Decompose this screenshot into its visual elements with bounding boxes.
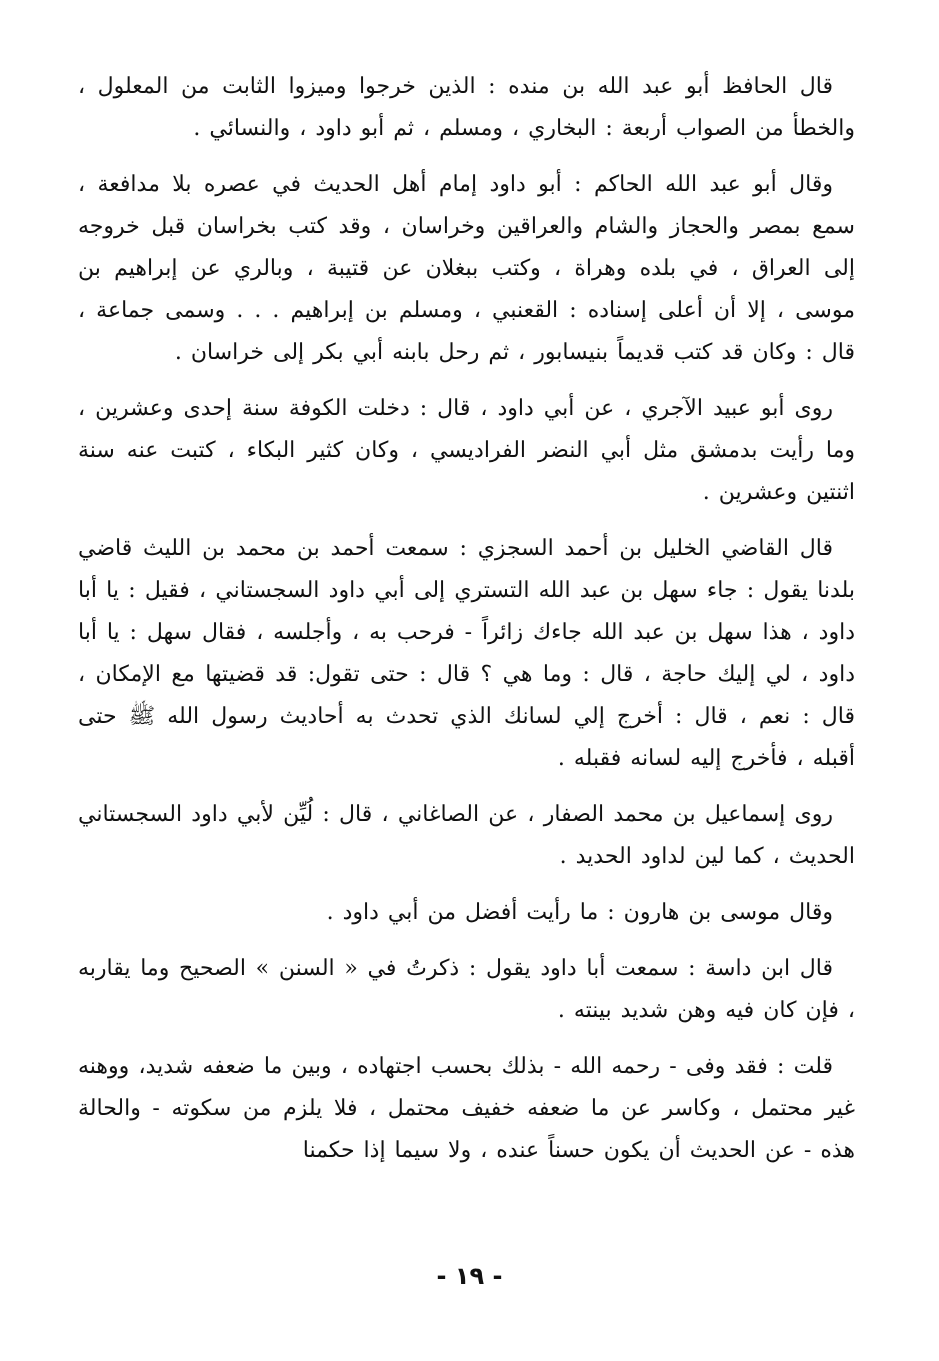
paragraph-ibn-mandah: قال الحافظ أبو عبد الله بن منده : الذين خرجوا وميزوا الثابت من المعلول ، والخطأ من الصواب أربعة : البخاري ، ومسلم ، ثم أبو داود ، والنسائي . [78, 74, 855, 141]
paragraph-al-sijzi: قال القاضي الخليل بن أحمد السجزي : سمعت أحمد بن محمد بن الليث قاضي بلدنا يقول : جاء سهل بن عبد الله التستري إلى أبي داود السجستاني ، فقيل : يا أبا داود ، هذا سهل بن عبد الله جاءك زائراً - فرحب به ، وأجلسه ، فقال سهل : يا أبا داود ، لي إليك حاجة ، قال : وما هي ؟ قال : حتى تقول: قد قضيتها مع الإمكان ، قال : نعم ، قال : أخرج إلي لسانك الذي تحدث به أحاديث رسول الله ﷺ حتى أقبله ، فأخرج إليه لسانه فقبله . [78, 536, 856, 771]
page-number: - ١٩ - [436, 1262, 503, 1290]
paragraph-al-ajurri: روى أبو عبيد الآجري ، عن أبي داود ، قال : دخلت الكوفة سنة إحدى وعشرين ، وما رأيت بدمشق مثل أبي النضر الفراديسي ، وكان كثير البكاء ، كتبت عنه سنة اثنتين وعشرين . [78, 396, 855, 505]
paragraph-commentary: قلت : فقد وفى - رحمه الله - بذلك بحسب اجتهاده ، وبين ما ضعفه شديد، ووهنه غير محتمل ، وكاسر عن ما ضعفه خفيف محتمل ، فلا يلزم من سكوته - والحالة هذه - عن الحديث أن يكون حسناً عنده ، ولا سيما إذا حكمنا [78, 1054, 855, 1163]
paragraph-al-saffar: روى إسماعيل بن محمد الصفار ، عن الصاغاني ، قال : لُيِّن لأبي داود السجستاني الحديث ، كما لين لداود الحديد . [78, 802, 855, 869]
paragraph-musa-ibn-harun: وقال موسى بن هارون : ما رأيت أفضل من أبي داود . [326, 900, 833, 925]
paragraph-al-hakim: وقال أبو عبد الله الحاكم : أبو داود إمام أهل الحديث في عصره بلا مدافعة ، سمع بمصر والحجاز والشام والعراقين وخراسان ، وقد كتب بخراسان قبل خروجه إلى العراق ، في بلده وهراة ، وكتب ببغلان عن قتيبة ، وبالري عن إبراهيم بن موسى ، إلا أن أعلى إسناده : القعنبي ، ومسلم بن إبراهيم . . . وسمى جماعة ، قال : وكان قد كتب قديماً بنيسابور ، ثم رحل بابنه أبي بكر إلى خراسان . [78, 172, 855, 365]
paragraph-ibn-dasa: قال ابن داسة : سمعت أبا داود يقول : ذكرتُ في « السنن » الصحيح وما يقاربه ، فإن كان فيه وهن شديد بينته . [78, 956, 855, 1023]
body-text [78, 66, 855, 1186]
page-edge [933, 0, 939, 1361]
